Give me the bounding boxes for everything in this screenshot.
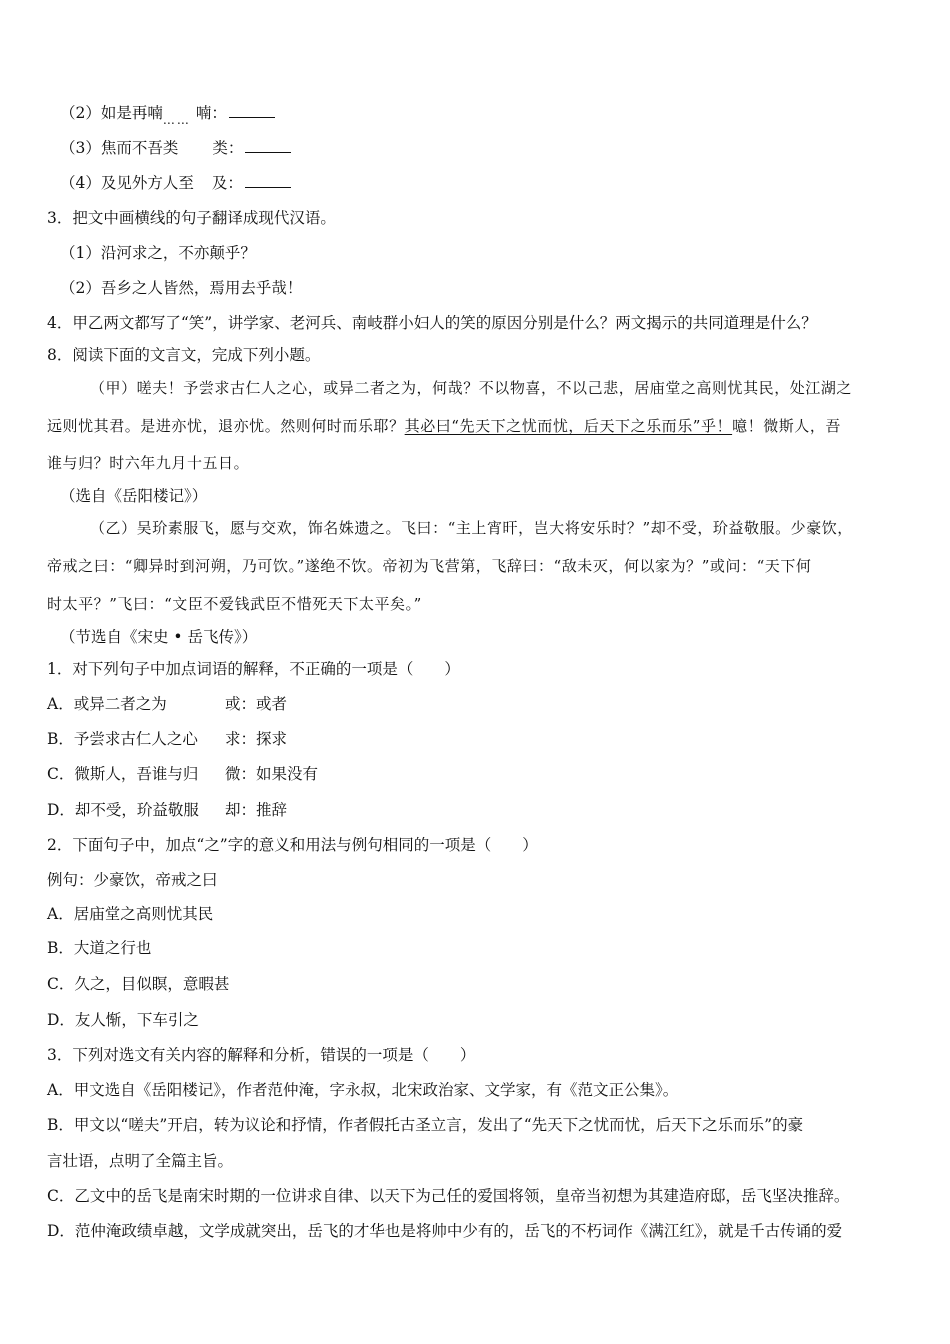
jia-source: （选自《岳阳楼记》）	[60, 487, 208, 505]
q2-item-2	[60, 103, 275, 127]
sq3-title: 3．下列对选文有关内容的解释和分析，错误的一项是（ ）	[47, 1046, 476, 1064]
sq1-option-a	[47, 694, 287, 714]
q2-item-3	[60, 138, 291, 158]
item4-gloss: 及：	[211, 174, 243, 192]
sq2-option-d: D．友人惭，下车引之	[47, 1011, 199, 1029]
sq3-option-b-line-1: B．甲文以“嗟夫”开启，转为议论和抒情，作者假托古圣立言，发出了“先天下之忧而忧，后天下之乐而乐”的豪	[47, 1116, 804, 1134]
sq3-option-c: C．乙文中的岳飞是南宋时期的一位讲求自律、以天下为己任的爱国将领，皇帝当初想为其建造府邸，岳飞坚决推辞。	[47, 1187, 850, 1205]
answer-blank[interactable]	[245, 173, 291, 188]
q2-item-4	[60, 173, 291, 193]
option-a-gloss: 或：或者	[225, 695, 288, 713]
sq3-option-a: A．甲文选自《岳阳楼记》，作者范仲淹，字永叔，北宋政治家、文学家，有《范文正公集》。	[47, 1081, 679, 1099]
jia-line-2-b: 噫！微斯人，吾	[732, 417, 841, 435]
emphasis-dots: ……	[162, 113, 191, 127]
q3-title: 3．把文中画横线的句子翻译成现代汉语。	[47, 209, 336, 227]
yi-line-2: 帝戒之曰：“卿异时到河朔，乃可饮。”遂绝不饮。帝初为飞营第，飞辞曰：“敌未灭，何以家为？”或问：“天下何	[47, 557, 812, 575]
sq2-option-b: B．大道之行也	[47, 939, 152, 957]
sq2-option-a: A．居庙堂之高则忧其民	[47, 905, 214, 923]
yi-line-1: （乙）吴玠素服飞，愿与交欢，饰名姝遗之。飞曰：“主上宵旰，岂大将安乐时？”却不受，玠益敬服。少豪饮，	[90, 519, 853, 537]
sq2-option-c: C．久之，目似瞑，意暇甚	[47, 975, 230, 993]
jia-line-3: 谁与归？时六年九月十五日。	[47, 454, 250, 472]
option-b-text: B．予尝求古仁人之心	[47, 730, 198, 748]
item2-gloss: 喃：	[195, 104, 227, 122]
jia-line-2-a: 远则忧其君。是进亦忧，退亦忧。然则何时而乐耶？	[47, 417, 405, 435]
yi-line-3: 时太平？”飞曰：“文臣不爱钱武臣不惜死天下太平矣。”	[47, 595, 422, 613]
item3-gloss: 类：	[212, 139, 244, 157]
answer-blank[interactable]	[245, 138, 291, 153]
q3-sentence-2: （2）吾乡之人皆然，焉用去乎哉！	[60, 279, 303, 297]
q3-sentence-1: （1）沿河求之，不亦颠乎？	[60, 244, 256, 262]
jia-line-2	[47, 416, 841, 436]
item3-text: （3）焦而不吾类	[60, 139, 179, 157]
sq3-option-b-line-2: 言壮语，点明了全篇主旨。	[47, 1152, 234, 1170]
yi-source: （节选自《宋史 • 岳飞传》）	[60, 628, 258, 646]
sq1-option-d	[47, 800, 287, 820]
underlined-sentence: 其必曰“先天下之忧而忧，后天下之乐而乐”乎！	[404, 417, 733, 435]
sq2-example: 例句：少豪饮，帝戒之曰	[47, 871, 218, 889]
jia-line-1: （甲）嗟夫！予尝求古仁人之心，或异二者之为，何哉？不以物喜，不以己悲，居庙堂之高则忧其民，处江湖之	[90, 379, 852, 397]
sq1-option-c	[47, 764, 318, 784]
answer-blank[interactable]	[229, 103, 275, 118]
item2-text: （2）如是再喃	[60, 104, 163, 122]
sq1-option-b	[47, 729, 287, 749]
option-a-text: A．或异二者之为	[47, 695, 167, 713]
option-b-gloss: 求：探求	[225, 730, 288, 748]
q8-title: 8．阅读下面的文言文，完成下列小题。	[47, 346, 321, 364]
item4-text: （4）及见外方人至	[60, 174, 194, 192]
sq3-option-d: D．范仲淹政绩卓越，文学成就突出，岳飞的才华也是将帅中少有的，岳飞的不朽词作《满江红》，就是千古传诵的爱	[47, 1222, 843, 1240]
option-d-gloss: 却：推辞	[225, 801, 288, 819]
option-d-text: D．却不受，玠益敬服	[47, 801, 199, 819]
sq2-title: 2．下面句子中，加点“之”字的意义和用法与例句相同的一项是（ ）	[47, 836, 538, 854]
option-c-gloss: 微：如果没有	[225, 765, 319, 783]
option-c-text: C．微斯人，吾谁与归	[47, 765, 199, 783]
q4-question: 4．甲乙两文都写了“笑”，讲学家、老河兵、南岐群小妇人的笑的原因分别是什么？两文揭示的共同道理是什么？	[47, 314, 817, 332]
sq1-title: 1．对下列句子中加点词语的解释，不正确的一项是（ ）	[47, 660, 460, 678]
